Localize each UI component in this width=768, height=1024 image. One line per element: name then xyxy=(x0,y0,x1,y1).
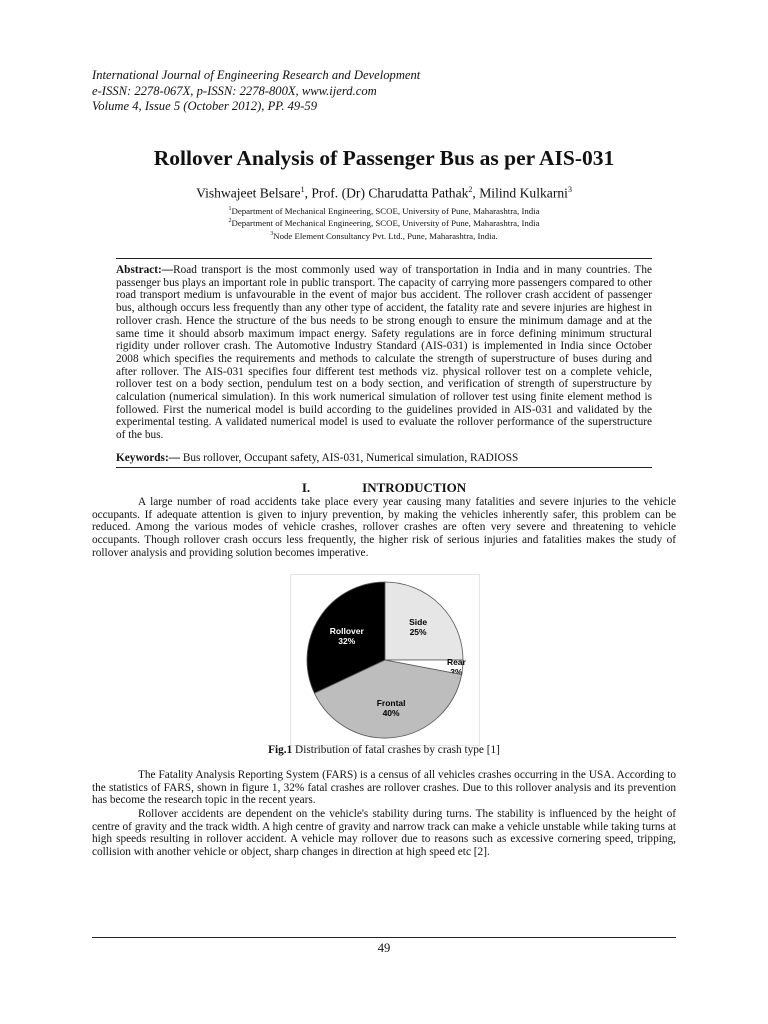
affiliation-text: Department of Mechanical Engineering, SCOE, University of Pune, Maharashtra, India xyxy=(231,205,540,216)
abstract xyxy=(116,264,652,442)
author-name: Prof. (Dr) Charudatta Pathak xyxy=(311,185,469,201)
pie-value-frontal: 40% xyxy=(382,708,400,718)
affiliation-text: Department of Mechanical Engineering, SCOE, University of Pune, Maharashtra, India xyxy=(231,218,540,229)
author-name: Vishwajeet Belsare xyxy=(196,185,301,201)
affiliation xyxy=(60,204,708,216)
abstract-label: Abstract:— xyxy=(116,264,174,276)
footer-rule xyxy=(92,937,676,938)
author-name: Milind Kulkarni xyxy=(479,185,568,201)
section-heading xyxy=(92,480,676,496)
page-number: 49 xyxy=(377,941,391,955)
journal-header xyxy=(92,68,692,115)
figure-caption-text: Distribution of fatal crashes by crash type [1] xyxy=(292,744,500,756)
keywords-text: Bus rollover, Occupant safety, AIS-031, Numerical simulation, RADIOSS xyxy=(180,452,519,464)
pie-label-rollover: Rollover xyxy=(329,625,364,636)
pie-value-rollover: 32% xyxy=(338,635,356,646)
affiliation-mark: 3 xyxy=(270,230,274,237)
keywords-bottom-rule xyxy=(116,467,652,468)
pie-label-rear: Rear xyxy=(446,656,466,667)
affiliation-list xyxy=(60,204,708,241)
body-paragraph xyxy=(92,808,676,859)
author-affiliation-mark: 3 xyxy=(567,185,572,194)
keywords-label: Keywords:— xyxy=(116,452,181,464)
pie-label-frontal: Frontal xyxy=(376,698,406,708)
author-list: Vishwajeet Belsare$^1$, Prof. (Dr) Charudatta Pathak$^2$, Milind Kulkarni$^3$ xyxy=(196,185,572,201)
author-affiliation-mark: 1 xyxy=(300,185,305,194)
section-title: INTRODUCTION xyxy=(362,480,467,495)
journal-name: International Journal of Engineering Research and Development xyxy=(92,68,421,82)
paragraph-text: The Fatality Analysis Reporting System (FARS) is a census of all vehicles crashes occurring in the USA. According to the statistics of FARS, shown in figure 1, 32% fatal crashes are rollover crashes. Due to this rollover analysis and its prevention has become the research topic in the recent years. xyxy=(92,769,676,807)
affiliation xyxy=(60,216,708,228)
body-paragraph xyxy=(92,769,676,807)
affiliation-text: Node Element Consultancy Pvt. Ltd., Pune, Maharashtra, India. xyxy=(273,230,498,241)
pie-value-side: 25% xyxy=(409,626,427,637)
abstract-text: Road transport is the most commonly used way of transportation in India and in many countries. The passenger bus plays an important role in public transport. The capacity of carrying more passengers compared to other road transport medium is unfavourable in the event of major bus accident. The rollover crash accident of passenger bus, although occurs less frequently than any other type of accident, the fatality rate and severe injuries are highest in rollover crash. Hence the structure of the bus needs to be strong enough to ensure the minimum damage and at the same time it should absorb maximum impact energy. Safety regulations are in force defining minimum structural rigidity under rollover crash. The Automotive Industry Standard (AIS-031) is implemented in India since October 2008 which specifies the requirements and methods to calculate the strength of superstructure of buses during and after rollover. The AIS-031 specifies four different test methods viz. physical rollover test on a complete vehicle, rollover test on a body section, pendulum test on a body section, and verification of strength of superstructure by calculation (numerical simulation). In this work numerical simulation of rollover test using finite element method is followed. First the numerical model is build according to the guidelines provided in AIS-031 and validated by the experimental testing. A validated numerical model is used to evaluate the rollover performance of the superstructure of the bus. xyxy=(116,264,652,442)
body-paragraph xyxy=(92,496,676,560)
paper-title: Rollover Analysis of Passenger Bus as per AIS-031 xyxy=(153,146,615,170)
paragraph-text: A large number of road accidents take place every year causing many fatalities and severe injuries to the vehicle occupants. If adequate attention is given to injury prevention, by making the vehicles inherently safer, this problem can be reduced. Among the various modes of vehicle crashes, rollover crashes are often very severe and threatening to vehicle occupants. Though rollover crash occurs less frequently, the higher risk of serious injuries and fatalities makes the study of rollover analysis and providing solution becomes imperative. xyxy=(92,496,676,559)
pie-value-rear: 3% xyxy=(450,666,463,677)
section-number: I. xyxy=(301,480,311,495)
author-affiliation-mark: 2 xyxy=(468,185,473,194)
affiliation-mark: 2 xyxy=(228,218,232,225)
journal-volume: Volume 4, Issue 5 (October 2012), PP. 49-59 xyxy=(92,99,318,113)
paragraph-text: Rollover accidents are dependent on the vehicle's stability during turns. The stability is influenced by the height of centre of gravity and the track width. A high centre of gravity and narrow track can make a vehicle unstable while taking turns at high speeds resulting in rollover accident. A vehicle may rollover due to reasons such as excessive cornering speed, tripping, collision with another vehicle or object, sharp changes in direction at high speed etc [2]. xyxy=(92,808,676,859)
keywords xyxy=(116,452,652,465)
affiliation xyxy=(60,229,708,241)
figure-label: Fig.1 xyxy=(268,744,293,756)
pie-label-side: Side xyxy=(409,616,428,627)
figure-caption xyxy=(92,744,676,756)
journal-issn: e-ISSN: 2278-067X, p-ISSN: 2278-800X, www.ijerd.com xyxy=(92,83,377,98)
affiliation-mark: 1 xyxy=(228,206,232,212)
pie-chart xyxy=(290,574,480,746)
abstract-top-rule xyxy=(116,258,652,259)
pie-chart-svg xyxy=(290,574,480,746)
